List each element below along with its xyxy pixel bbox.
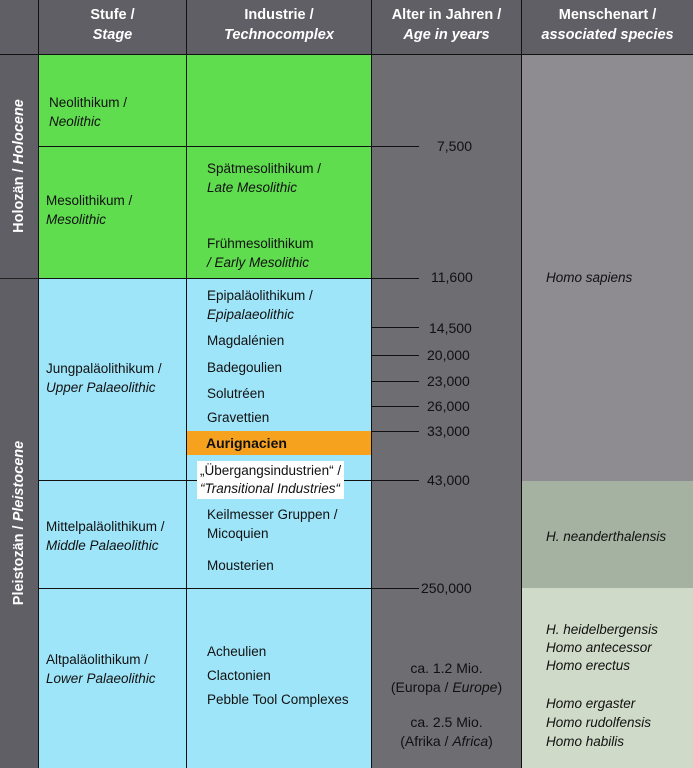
industry-gravettien: Gravettien bbox=[207, 410, 270, 425]
tick-14500 bbox=[372, 327, 419, 328]
species-neanderthalensis: H. neanderthalensis bbox=[546, 529, 667, 544]
age-33000: 33,000 bbox=[427, 423, 470, 439]
age-europe: ca. 1.2 Mio. (Europa / Europe) bbox=[390, 660, 503, 695]
industry-aurignacien-highlight bbox=[187, 431, 371, 455]
industry-keilmesser-micoquien: Keilmesser Gruppen / Micoquien bbox=[207, 507, 338, 541]
industry-late-mesolithic: Spätmesolithikum / Late Mesolithic bbox=[207, 161, 322, 195]
header-species: Menschenart / associated species bbox=[522, 0, 693, 54]
divider bbox=[371, 0, 372, 768]
industry-clactonien: Clactonien bbox=[207, 668, 271, 683]
industry-pebble-tool: Pebble Tool Complexes bbox=[207, 692, 349, 707]
species-rudolfensis: Homo rudolfensis bbox=[546, 715, 652, 730]
header-stage: Stufe / Stage bbox=[39, 0, 186, 54]
species-antecessor: Homo antecessor bbox=[546, 640, 652, 655]
boundary-7500 bbox=[39, 146, 419, 147]
tick-20000 bbox=[372, 355, 419, 356]
industry-solutreen: Solutréen bbox=[207, 386, 265, 401]
divider bbox=[0, 54, 693, 55]
species-erectus: Homo erectus bbox=[546, 658, 631, 673]
age-26000: 26,000 bbox=[427, 398, 470, 414]
industry-transitional: „Übergangsindustrien“ / “Transitional Industries“ bbox=[197, 461, 344, 499]
divider bbox=[186, 0, 187, 768]
industry-aurignacien: Aurignacien bbox=[206, 435, 287, 451]
industry-magdalenien: Magdalénien bbox=[207, 333, 285, 348]
header-age: Alter in Jahren / Age in years bbox=[372, 0, 521, 54]
tick-26000 bbox=[372, 406, 419, 407]
holocene-stage-block bbox=[39, 55, 372, 278]
species-ergaster: Homo ergaster bbox=[546, 696, 636, 711]
industry-badegoulien: Badegoulien bbox=[207, 360, 283, 375]
age-7500: 7,500 bbox=[437, 138, 473, 154]
age-23000: 23,000 bbox=[427, 373, 470, 389]
era-holocene: Holozän / Holocene bbox=[11, 99, 27, 233]
age-250000: 250,000 bbox=[421, 580, 472, 596]
era-pleistocene: Pleistozän / Pleistocene bbox=[11, 440, 27, 606]
tick-23000 bbox=[372, 381, 419, 382]
industry-epipalaeolithic: Epipaläolithikum / Epipalaeolithic bbox=[207, 288, 313, 322]
stage-mesolithic: Mesolithikum / Mesolithic bbox=[46, 193, 133, 227]
divider bbox=[521, 0, 522, 768]
divider bbox=[0, 278, 38, 279]
age-11600: 11,600 bbox=[431, 269, 473, 285]
age-20000: 20,000 bbox=[427, 347, 470, 363]
divider bbox=[38, 0, 39, 768]
species-habilis: Homo habilis bbox=[546, 734, 625, 749]
stage-lower-palaeolithic: Altpaläolithikum / Lower Palaeolithic bbox=[46, 652, 156, 686]
header-industry: Industrie / Technocomplex bbox=[187, 0, 371, 54]
industry-mousterien: Mousterien bbox=[207, 558, 274, 573]
industry-early-mesolithic: Frühmesolithikum / Early Mesolithic bbox=[207, 236, 314, 270]
boundary-250000 bbox=[39, 588, 419, 589]
species-heidelbergensis: H. heidelbergensis bbox=[546, 622, 658, 637]
stage-neolithic: Neolithikum / Neolithic bbox=[49, 95, 128, 129]
age-africa: ca. 2.5 Mio. (Afrika / Africa) bbox=[400, 714, 493, 749]
stage-middle-palaeolithic: Mittelpaläolithikum / Middle Palaeolithic bbox=[46, 519, 165, 553]
age-14500: 14,500 bbox=[429, 320, 472, 336]
industry-acheulien: Acheulien bbox=[207, 644, 267, 659]
tick-33000 bbox=[372, 431, 419, 432]
boundary-11600 bbox=[39, 278, 419, 279]
age-43000: 43,000 bbox=[427, 472, 470, 488]
stage-upper-palaeolithic: Jungpaläolithikum / Upper Palaeolithic bbox=[46, 361, 162, 395]
species-sapiens: Homo sapiens bbox=[546, 270, 633, 285]
